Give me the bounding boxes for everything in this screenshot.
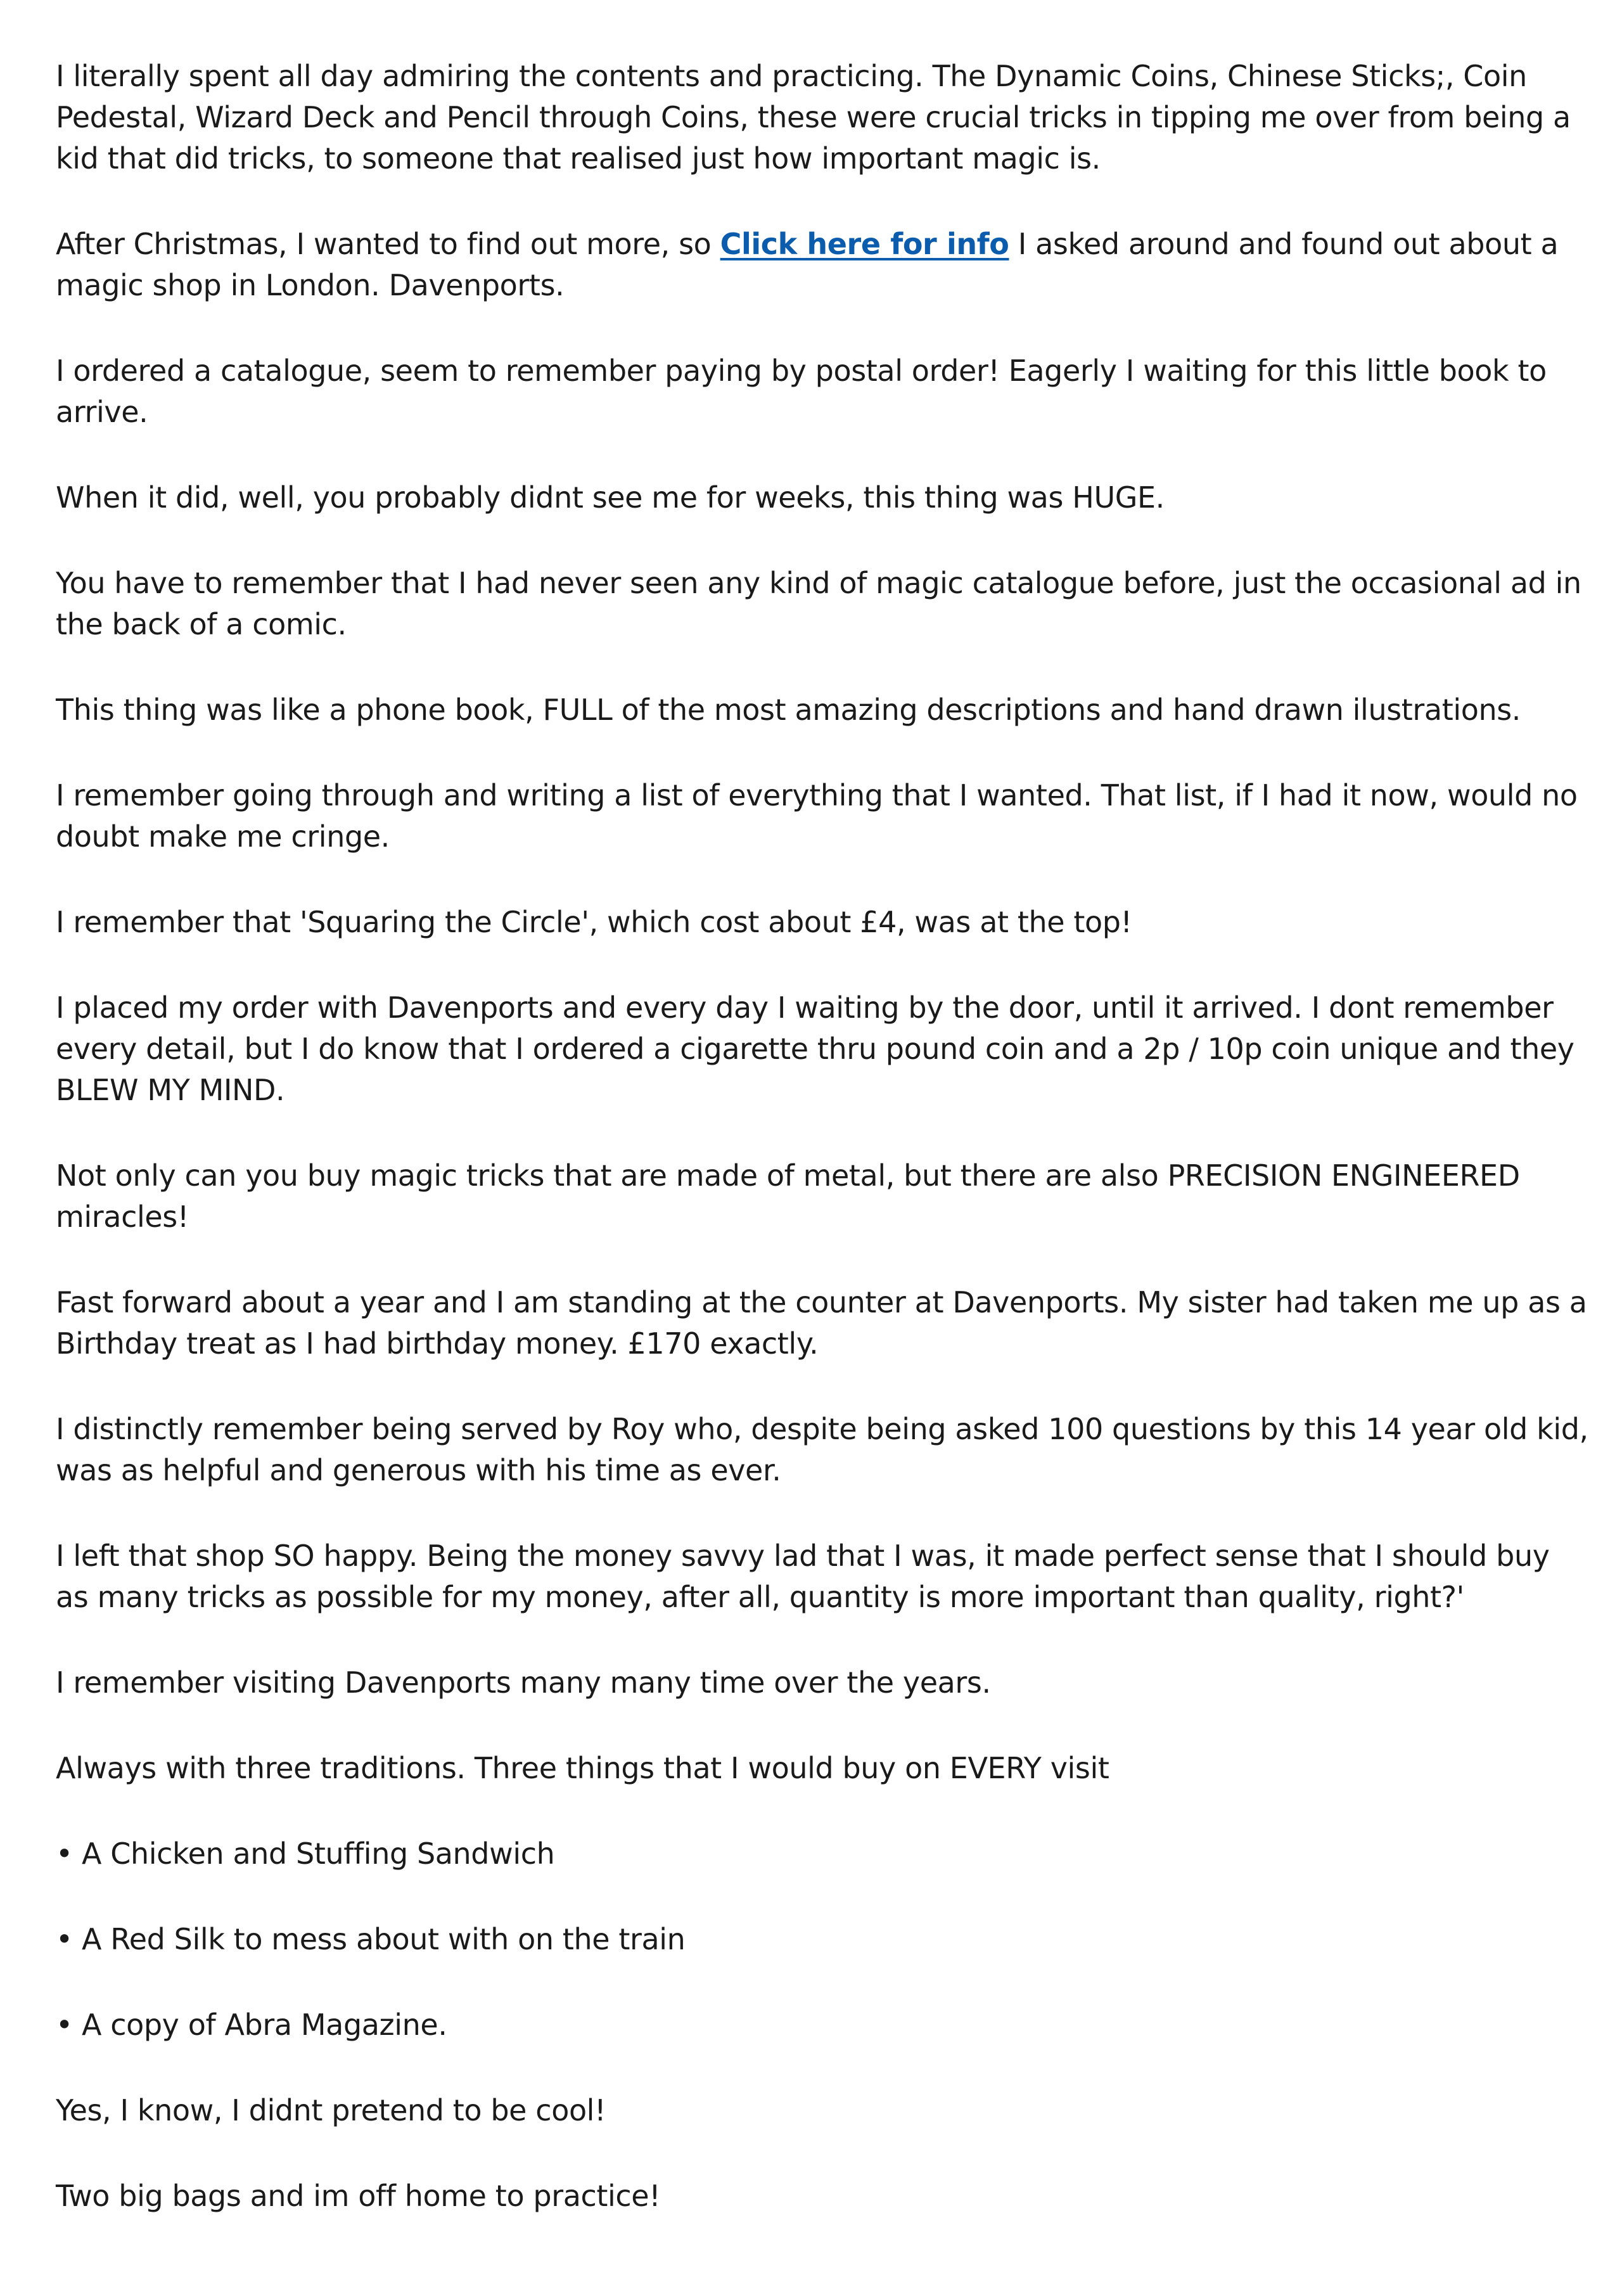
list-item-sandwich: • A Chicken and Stuffing Sandwich (56, 1837, 555, 1871)
paragraph-never-seen-catalogue: You have to remember that I had never seen any kind of magic catalogue before, just the occasional ad in the back of a comic. (56, 566, 1581, 641)
info-link[interactable]: Click here for info (720, 227, 1009, 261)
paragraph-not-cool: Yes, I know, I didnt pretend to be cool! (56, 2093, 606, 2127)
paragraph-three-traditions: Always with three traditions. Three things that I would buy on EVERY visit (56, 1751, 1109, 1785)
paragraph-squaring-the-circle: I remember that 'Squaring the Circle', which cost about £4, was at the top! (56, 905, 1132, 939)
paragraph-placed-order: I placed my order with Davenports and every day I waiting by the door, until it arrived. I dont remember every detail, but I do know that I ordered a cigarette thru pound coin and a 2p / 10p coin unique and they BLEW MY MIND. (56, 991, 1574, 1107)
paragraph-served-by-roy: I distinctly remember being served by Roy who, despite being asked 100 questions by this 14 year old kid, was as helpful and generous with his time as ever. (56, 1412, 1588, 1487)
paragraph-fast-forward: Fast forward about a year and I am standing at the counter at Davenports. My sister had taken me up as a Birthday treat as I had birthday money. £170 exactly. (56, 1285, 1587, 1361)
paragraph-after-christmas (56, 224, 1589, 306)
paragraph-huge-catalogue: When it did, well, you probably didnt see me for weeks, this thing was HUGE. (56, 480, 1165, 515)
paragraph-left-shop-happy: I left that shop SO happy. Being the money savvy lad that I was, it made perfect sense that I should buy as many tricks as possible for my money, after all, quantity is more important than quality, right?' (56, 1539, 1550, 1614)
list-item-abra-magazine: • A copy of Abra Magazine. (56, 2008, 447, 2042)
paragraph-visiting-davenports: I remember visiting Davenports many many time over the years. (56, 1665, 991, 1700)
paragraph-phone-book: This thing was like a phone book, FULL of the most amazing descriptions and hand drawn ilustrations. (56, 693, 1521, 727)
paragraph-wish-list: I remember going through and writing a list of everything that I wanted. That list, if I had it now, would no doubt make me cringe. (56, 778, 1578, 854)
paragraph-text-after-link: I asked around and found out about a magic shop in London. Davenports. (56, 227, 1559, 302)
list-item-red-silk: • A Red Silk to mess about with on the train (56, 1922, 686, 1956)
paragraph-ordered-catalogue: I ordered a catalogue, seem to remember paying by postal order! Eagerly I waiting for this little book to arrive. (56, 354, 1547, 429)
paragraph-contents-practice: I literally spent all day admiring the contents and practicing. The Dynamic Coins, Chinese Sticks;, Coin Pedestal, Wizard Deck and Pencil through Coins, these were crucial tricks in tipping me over from being a kid that did tricks, to someone that realised just how important magic is. (56, 59, 1571, 176)
article-body (56, 56, 1589, 2217)
paragraph-text-before-link: After Christmas, I wanted to find out more, so (56, 227, 720, 261)
paragraph-two-big-bags: Two big bags and im off home to practice! (56, 2179, 661, 2213)
paragraph-precision-engineered: Not only can you buy magic tricks that are made of metal, but there are also PRECISION ENGINEERED miracles! (56, 1158, 1520, 1234)
